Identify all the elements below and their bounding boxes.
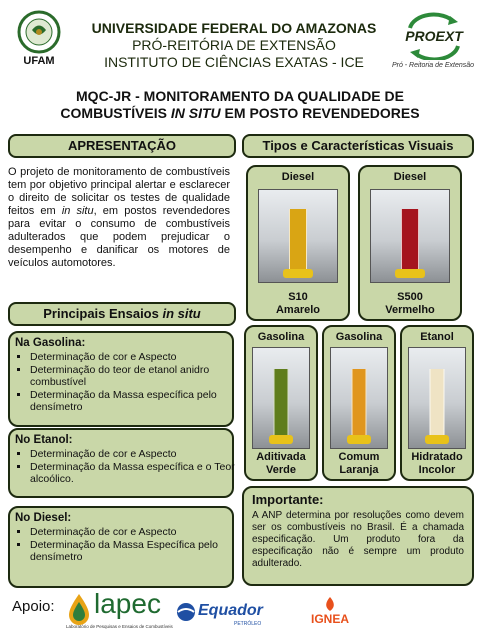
fuel-card-bottom2: Verde [266,464,296,476]
proext-label: PROEXT [405,28,463,44]
fuel-photo [252,347,310,449]
cylinder-liquid [352,369,367,436]
cylinder-liquid [274,369,289,436]
lapec-drop-icon [66,592,92,626]
fuel-card-bottom2: Amarelo [275,304,321,316]
list-item: ▪ Determinação da Massa específica e o Teor alcoólico. [30,461,242,485]
ensaios-gasolina-title: Na Gasolina: [15,337,86,349]
ensaios-gasolina-panel [8,331,234,427]
cylinder-base [269,435,293,444]
fuel-card-bottom1: Comum [338,451,380,463]
ensaios-etanol-title: No Etanol: [15,434,73,446]
list-item: ▪ Determinação de cor e Aspecto [30,448,242,460]
equador-label: Equador [198,602,263,619]
cylinder-base [425,435,449,444]
ufam-seal-icon [16,10,62,54]
cylinder-base [347,435,371,444]
importante-text: A ANP determina por resoluções como devem ser os combustíveis no Brasil. É a chamada especificação. Um produto fora da especificação não é sempre um produto adulterado. [252,510,464,569]
cylinder-liquid [289,209,307,270]
fuel-card-gasolina-aditivada [244,325,318,481]
fuel-card-diesel-s500 [358,165,462,321]
ufam-label: UFAM [23,55,55,67]
header-line1: UNIVERSIDADE FEDERAL DO AMAZONAS [91,20,377,36]
fuel-card-diesel-s10 [246,165,350,321]
ensaios-heading-b: in situ [162,306,201,321]
ensaios-gasolina-list [12,351,242,414]
ensaios-diesel-title: No Diesel: [15,512,72,524]
fuel-card-bottom2: Laranja [339,464,379,476]
list-item: ▪ Determinação de cor e Aspecto [30,351,242,363]
fuel-card-bottom1: S500 [397,291,423,303]
lapec-label: lapec [94,588,161,619]
fuel-card-top: Etanol [420,331,454,343]
importante-heading: Importante: [252,492,324,507]
apresentacao-text-a: O projeto de monitoramento de combustíveis tem por objetivo principal alertar e esclarecer o direito de solicitar os testes de qualidade feitos em [8,166,230,217]
tipos-heading: Tipos e Características Visuais [242,134,474,158]
list-item: ▪ Determinação do teor de etanol anidro combustível [30,364,242,388]
ensaios-etanol-panel [8,428,234,498]
ignea-label: IGNEA [310,612,349,626]
poster-title-line2 [20,105,460,121]
apresentacao-text [8,166,230,270]
fuel-card-bottom2: Incolor [418,464,456,476]
poster-title-line1: MQC-JR - MONITORAMENTO DA QUALIDADE DE [76,88,404,104]
cylinder-base [283,269,313,278]
title-part-a: COMBUSTÍVEIS [60,105,171,121]
header-line2: PRÓ-REITÓRIA DE EXTENSÃO [132,37,336,53]
ignea-logo [300,596,360,632]
cylinder-base [395,269,425,278]
fuel-card-bottom1: Aditivada [256,451,306,463]
ufam-logo [16,10,62,54]
apresentacao-text-b: in situ [61,205,94,217]
fuel-card-top: Diesel [393,171,427,183]
ensaios-heading-a: Principais Ensaios [43,306,163,321]
equador-globe-icon [176,602,196,622]
header-line3: INSTITUTO DE CIÊNCIAS EXATAS - ICE [104,54,364,70]
fuel-card-bottom1: Hidratado [411,451,463,463]
importante-panel [242,486,474,586]
title-part-b: IN SITU [170,105,221,121]
equador-logo [176,600,280,630]
apoio-label: Apoio: [12,598,55,615]
list-item: ▪ Determinação da Massa Específica pelo densímetro [30,539,242,563]
cylinder-liquid [401,209,419,270]
fuel-photo [258,189,338,283]
list-item: ▪ Determinação de cor e Aspecto [30,526,242,538]
cylinder-liquid [430,369,445,436]
apresentacao-heading: APRESENTAÇÃO [8,134,236,158]
fuel-photo [370,189,450,283]
fuel-card-top: Gasolina [335,331,383,343]
fuel-card-gasolina-comum [322,325,396,481]
ensaios-heading [8,302,236,326]
title-part-c: EM POSTO REVENDEDORES [220,105,420,121]
equador-subtitle: PETRÓLEO [234,621,262,627]
lapec-subtitle: Laboratório de Pesquisas e Ensaios de Combustíveis [66,624,173,629]
list-item: ▪ Determinação da Massa específica pelo densímetro [30,389,242,413]
ignea-flame-icon [320,596,340,612]
proext-logo [398,12,470,60]
fuel-photo [408,347,466,449]
apresentacao-text-c: , em postos revendedores para evitar o consumo de combustíveis adulterados que podem prejudicar o desempenho e danificar os motores de veículos automotores. [8,205,230,269]
fuel-card-top: Gasolina [257,331,305,343]
ensaios-etanol-list [12,448,242,486]
proext-subtitle: Pró - Reitoria de Extensão [391,62,475,69]
ensaios-diesel-panel [8,506,234,588]
fuel-card-bottom2: Vermelho [385,304,435,316]
ensaios-diesel-list [12,526,242,564]
fuel-card-etanol [400,325,474,481]
fuel-card-top: Diesel [281,171,315,183]
fuel-card-bottom1: S10 [288,291,308,303]
fuel-photo [330,347,388,449]
